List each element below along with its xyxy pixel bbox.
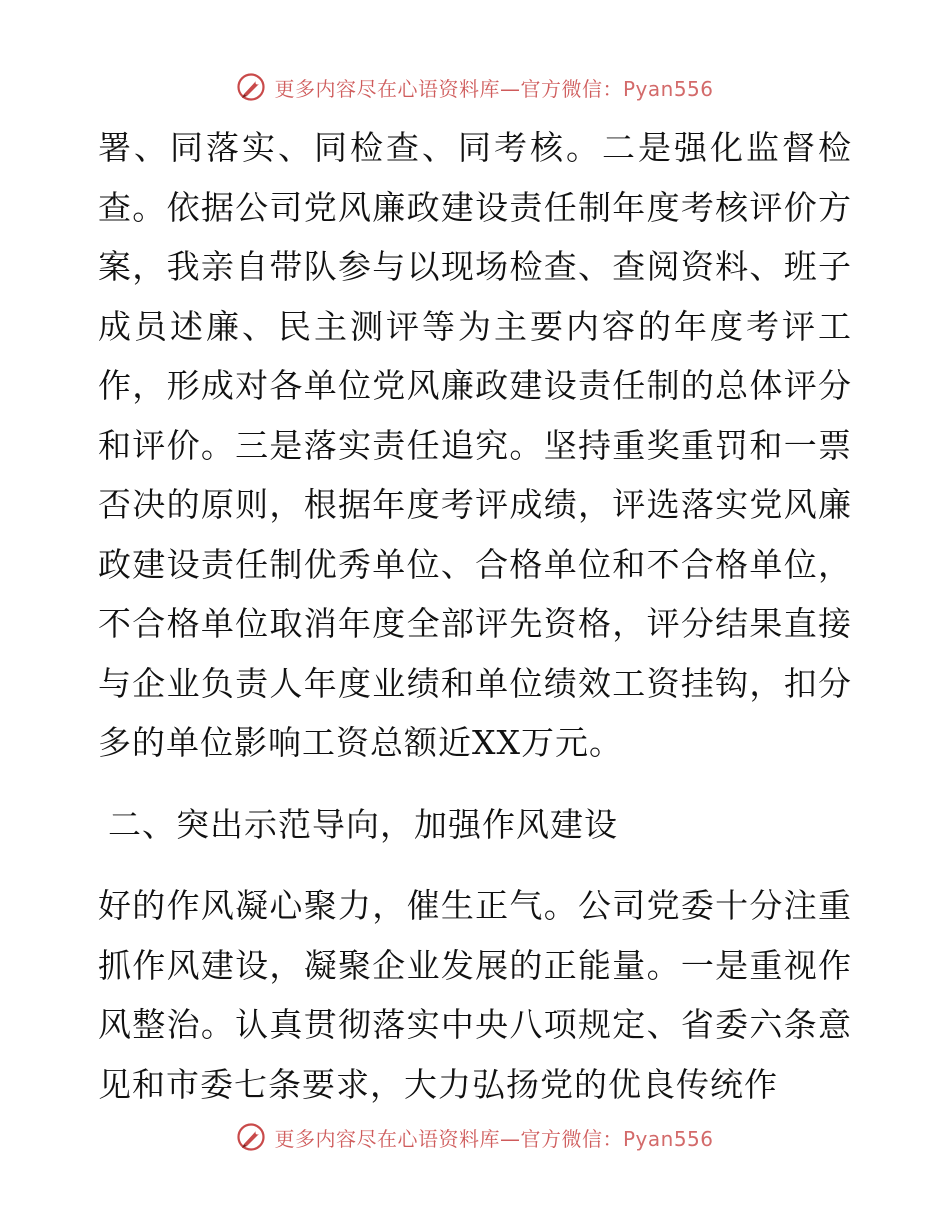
- header-watermark: [0, 72, 950, 102]
- watermark-wechat-id: Pyan556: [622, 1126, 714, 1151]
- pen-logo-icon: [236, 1122, 266, 1152]
- watermark-text: 更多内容尽在心语资料库—官方微信：Pyan556: [274, 76, 714, 101]
- watermark-wechat-id: Pyan556: [622, 76, 714, 101]
- pen-logo-icon: [236, 72, 266, 102]
- footer-watermark: [0, 1122, 950, 1152]
- watermark-text: 更多内容尽在心语资料库—官方微信：Pyan556: [274, 1126, 714, 1151]
- body-paragraph: 好的作风凝心聚力，催生正气。公司党委十分注重抓作风建设，凝聚企业发展的正能量。一是重视作风整治。认真贯彻落实中央八项规定、省委六条意见和市委七条要求，大力弘扬党的优良传统作: [98, 886, 852, 1104]
- section-heading: 二、突出示范导向，加强作风建设: [108, 804, 618, 844]
- document-body: [98, 118, 852, 1114]
- body-paragraph: 署、同落实、同检查、同考核。二是强化监督检查。依据公司党风廉政建设责任制年度考核评价方案，我亲自带队参与以现场检查、查阅资料、班子成员述廉、民主测评等为主要内容的年度考评工作，形成对各单位党风廉政建设责任制的总体评分和评价。三是落实责任追究。坚持重奖重罚和一票否决的原则，根据年度考评成绩，评选落实党风廉政建设责任制优秀单位、合格单位和不合格单位，不合格单位取消年度全部评先资格，评分结果直接与企业负责人年度业绩和单位绩效工资挂钩，扣分多的单位影响工资总额近XX万元。: [98, 128, 852, 762]
